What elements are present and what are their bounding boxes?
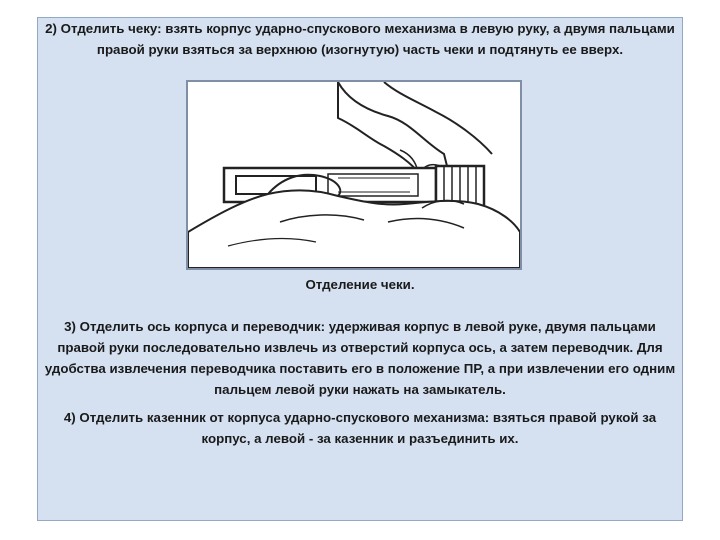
hands-mechanism-drawing [188, 82, 520, 268]
step-3-text: 3) Отделить ось корпуса и переводчик: удерживая корпус в левой руке, двумя пальцами правой руки последовательно извлечь из отверстий корпуса ось, а затем переводчик. Для удобства извлечения переводчика поставить его в положение ПР, а при извлечении его одним пальцем левой руки нажать на замыкатель. [44, 319, 676, 397]
step-2-text: 2) Отделить чеку: взять корпус ударно-спускового механизма в левую руку, а двумя пальцами правой руки взяться за верхнюю (изогнутую) часть чеки и подтянуть ее вверх. [45, 21, 675, 57]
content-panel [37, 17, 683, 521]
step-4-text: 4) Отделить казенник от корпуса ударно-спускового механизма: взяться правой рукой за корпус, а левой - за казенник и разъединить их. [63, 410, 657, 446]
illustration-pin-removal [186, 80, 522, 270]
figure-caption: Отделение чеки. [305, 277, 415, 292]
